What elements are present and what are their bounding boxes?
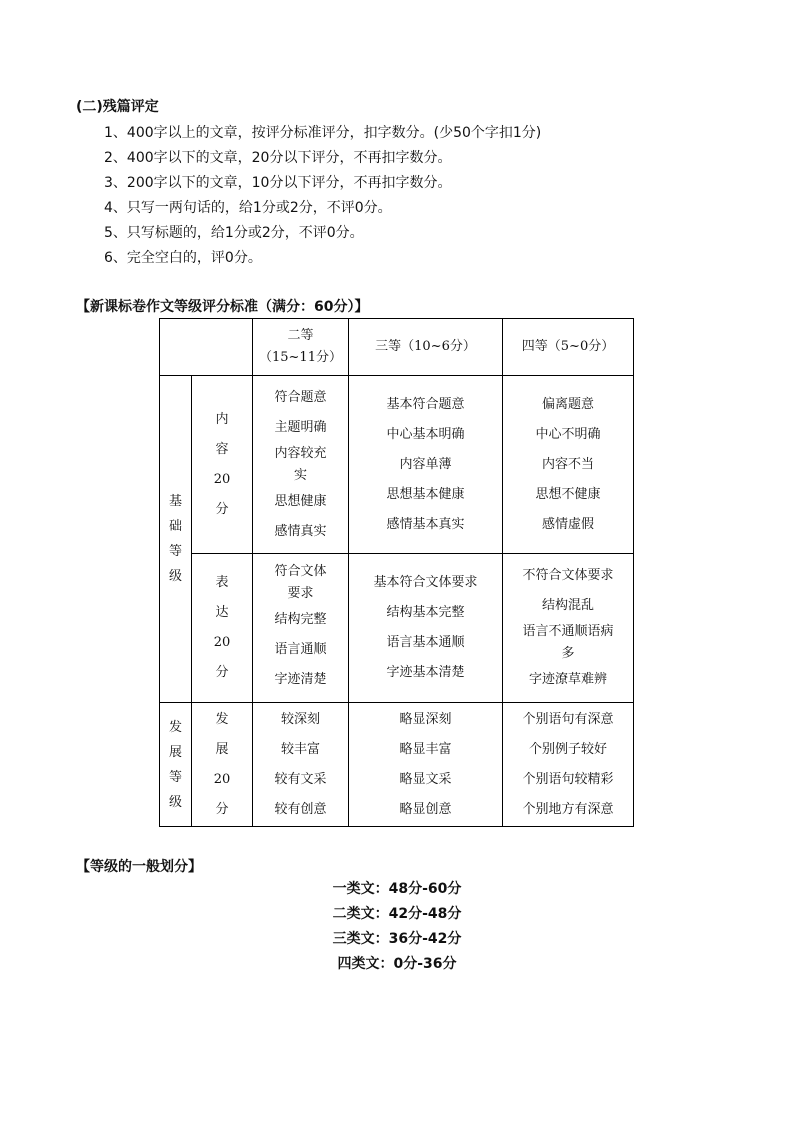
label-char: 展 [215, 741, 229, 757]
criterion: 个别语句有深意 [522, 711, 614, 727]
criterion: 感情虚假 [541, 516, 594, 532]
label-char: 表 [215, 575, 229, 590]
label-char: 基 [168, 494, 182, 509]
criterion: 个别地方有深意 [522, 801, 614, 817]
criterion: 不符合文体要求 [522, 568, 614, 583]
criterion: 语言通顺 [274, 642, 327, 657]
criterion: 主题明确 [274, 419, 327, 435]
criterion: 内容较充 [274, 445, 327, 461]
header-grade2-line: （15~11分） [259, 350, 342, 365]
criterion: 结构完整 [274, 612, 327, 627]
development-grade2 [253, 703, 348, 826]
criterion: 内容不当 [541, 456, 594, 472]
rules-list [104, 121, 541, 271]
content-grade2 [253, 376, 348, 553]
criterion: 结构混乱 [541, 598, 594, 613]
criterion: 个别语句较精彩 [522, 771, 614, 787]
label-char: 20 [213, 471, 231, 487]
criterion: 思想健康 [274, 493, 327, 509]
criterion: 感情真实 [274, 523, 327, 539]
label-char: 内 [215, 411, 229, 427]
basic-level-label [160, 376, 191, 702]
criterion: 语言不通顺语病 [522, 624, 614, 639]
criterion: 中心不明确 [535, 426, 601, 442]
criterion: 符合题意 [274, 389, 327, 405]
development-grade3 [349, 703, 502, 826]
criterion: 基本符合题意 [386, 396, 465, 412]
expression-grade2 [253, 554, 348, 702]
criterion: 思想基本健康 [386, 486, 465, 502]
criterion: 字迹基本清楚 [386, 665, 465, 680]
content-grade4 [503, 376, 633, 553]
development-grade4 [503, 703, 633, 826]
development-label [192, 703, 252, 826]
criterion: 较丰富 [280, 741, 320, 757]
levels-list [0, 877, 794, 977]
content-grade3 [349, 376, 502, 553]
expression-grade3 [349, 554, 502, 702]
header-grade3 [349, 319, 502, 375]
label-char: 容 [215, 441, 229, 457]
label-char: 等 [168, 544, 182, 559]
rule-item: 2、400字以下的文章，20分以下评分，不再扣字数分。 [104, 150, 452, 166]
criterion: 略显创意 [399, 801, 452, 817]
development-level-label [160, 703, 191, 826]
criterion: 多 [561, 646, 575, 661]
criterion: 字迹清楚 [274, 672, 327, 687]
label-char: 级 [168, 569, 182, 584]
header-grade4 [503, 319, 633, 375]
criterion: 语言基本通顺 [386, 635, 465, 650]
label-char: 20 [213, 771, 231, 787]
criterion: 偏离题意 [541, 396, 594, 412]
expression-label [192, 554, 252, 702]
section-title: (二)残篇评定 [76, 99, 159, 115]
level-item: 三类文：36分-42分 [332, 931, 462, 947]
header-grade3-text: 三等（10~6分） [375, 339, 476, 354]
standard-title: 【新课标卷作文等级评分标准（满分：60分）】 [76, 299, 369, 315]
table-border [159, 826, 634, 827]
criterion: 符合文体 [274, 564, 327, 579]
criterion: 较有文采 [274, 771, 327, 787]
criterion: 内容单薄 [399, 456, 452, 472]
criterion: 略显丰富 [399, 741, 452, 757]
scoring-table [159, 318, 634, 827]
rule-item: 3、200字以下的文章，10分以下评分，不再扣字数分。 [104, 175, 452, 191]
header-grade4-text: 四等（5~0分） [521, 339, 615, 354]
levels-title: 【等级的一般划分】 [76, 859, 202, 875]
level-item: 四类文：0分-36分 [337, 956, 457, 972]
label-char: 达 [215, 605, 229, 620]
rule-item: 4、只写一两句话的，给1分或2分，不评0分。 [104, 200, 392, 216]
expression-grade4 [503, 554, 633, 702]
criterion: 感情基本真实 [386, 516, 465, 532]
criterion: 个别例子较好 [528, 741, 607, 757]
criterion: 中心基本明确 [386, 426, 465, 442]
level-item: 一类文：48分-60分 [332, 881, 462, 897]
content-label [192, 376, 252, 553]
label-char: 分 [215, 501, 229, 517]
label-char: 发 [215, 711, 229, 727]
criterion: 略显深刻 [399, 711, 452, 727]
header-grade2-line: 二等 [287, 328, 314, 343]
label-char: 20 [213, 635, 231, 650]
criterion: 略显文采 [399, 771, 452, 787]
criterion: 字迹潦草难辨 [528, 672, 607, 687]
rule-item: 6、完全空白的，评0分。 [104, 250, 262, 266]
label-char: 分 [215, 665, 229, 680]
header-grade2 [253, 319, 348, 375]
criterion: 较深刻 [280, 711, 320, 727]
criterion: 思想不健康 [535, 486, 601, 502]
rule-item: 1、400字以上的文章，按评分标准评分，扣字数分。(少50个字扣1分) [104, 125, 542, 141]
label-char: 发 [168, 719, 182, 735]
label-char: 等 [168, 769, 182, 785]
label-char: 展 [168, 744, 182, 760]
rule-item: 5、只写标题的，给1分或2分，不评0分。 [104, 225, 364, 241]
criterion: 较有创意 [274, 801, 327, 817]
label-char: 础 [168, 519, 182, 534]
criterion: 结构基本完整 [386, 605, 465, 620]
criterion: 要求 [287, 586, 314, 601]
label-char: 级 [168, 794, 182, 810]
criterion: 实 [293, 467, 307, 483]
table-border [633, 318, 634, 827]
criterion: 基本符合文体要求 [373, 575, 478, 590]
level-item: 二类文：42分-48分 [332, 906, 462, 922]
label-char: 分 [215, 801, 229, 817]
